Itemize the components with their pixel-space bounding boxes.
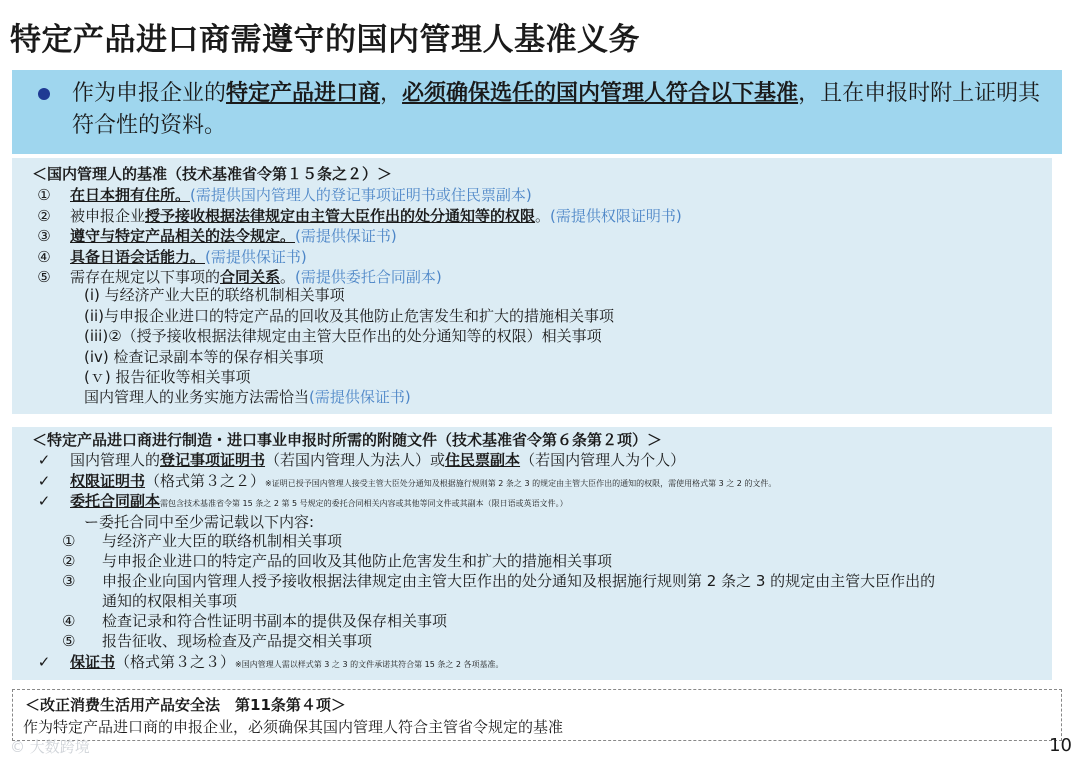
domestic-manager-criteria-panel — [12, 158, 1052, 414]
item-number: ④ — [37, 247, 51, 266]
plain-text: （若国内管理人为法人）或 — [265, 451, 446, 469]
plain-text: （若国内管理人为个人） — [520, 451, 686, 469]
required-doc-note: (需提供委托合同副本) — [295, 268, 442, 286]
required-doc-note: (需提供保证书) — [205, 247, 307, 266]
emphasis-text: 权限证明书 — [70, 471, 146, 490]
section-header: ＜特定产品进口商进行制造・进口事业申报时所需的附随文件（技术基准省令第６条第２项）＞ — [32, 431, 663, 449]
footnote-text: ※国内管理人需以样式第 3 之 3 的文件承诺其符合第 15 条之 2 各项基准。 — [235, 660, 504, 669]
checkmark-icon: ✓ — [37, 653, 51, 671]
plain-text: 需存在规定以下事项的 — [70, 268, 221, 286]
contract-subitem: (iii)②（授予接收根据法律规定由主管大臣作出的处分通知等的权限）相关事项 — [84, 327, 602, 345]
item-text: 报告征收、现场检查及产品提交相关事项 — [102, 632, 373, 650]
attached-documents-panel — [12, 427, 1052, 680]
item-text — [70, 267, 442, 287]
footnote-text: ※证明已授予国内管理人接受主管大臣处分通知及根据施行规则第 2 条之 3 的规定由主管大臣作出的通知的权限，需使用格式第 3 之 2 的文件。 — [265, 478, 777, 488]
required-doc-note: (需提供保证书) — [309, 388, 411, 406]
watermark: © 大数跨境 — [10, 738, 90, 756]
item-text — [70, 652, 504, 675]
item-number: ④ — [62, 612, 76, 630]
item-text: 通知的权限相关事项 — [102, 592, 238, 610]
item-number: ② — [37, 206, 51, 225]
emphasis-text: 具备日语会话能力。 — [70, 247, 206, 266]
contract-subitem: (ii)与申报企业进口的特定产品的回收及其他防止危害发生和扩大的措施相关事项 — [84, 306, 615, 325]
intro-emphasis: 特定产品进口商 — [226, 81, 381, 106]
required-doc-note: (需提供国内管理人的登记事项证明书或住民票副本) — [190, 186, 532, 204]
item-number: ③ — [62, 572, 76, 590]
law-reference-header: ＜改正消费生活用产品安全法 第11条第４项＞ — [25, 696, 346, 714]
item-number: ⑤ — [37, 268, 51, 286]
emphasis-text: 遵守与特定产品相关的法令规定。 — [70, 227, 296, 245]
criteria-text: 国内管理人的业务实施方法需恰当 — [84, 388, 310, 406]
item-text — [70, 450, 685, 470]
item-number: ① — [62, 532, 76, 550]
item-text — [70, 491, 568, 514]
plain-text: （格式第３之３） — [115, 653, 236, 671]
intro-part: ， — [380, 81, 403, 106]
law-reference-box — [12, 689, 1062, 741]
law-reference-text: 作为特定产品进口商的申报企业，必须确保其国内管理人符合主管省令规定的基准 — [23, 718, 564, 736]
item-number: ① — [37, 186, 51, 204]
contract-subitem: (ｖ) 报告征收等相关事项 — [84, 368, 251, 386]
page-title: 特定产品进口商需遵守的国内管理人基准义务 — [10, 22, 640, 58]
item-text — [70, 226, 397, 246]
contract-subitem: (i) 与经济产业大臣的联络机制相关事项 — [84, 286, 345, 304]
plain-text: 。 — [535, 206, 551, 225]
intro-emphasis: 必须确保选任的国内管理人符合以下基准 — [402, 81, 799, 106]
footnote-text: 需包含技术基准省令第 15 条之 2 第 5 号规定的委托合同相关内容或其他等同文件或其副本（限日语或英语文件。） — [160, 499, 568, 508]
contract-intro: ー委托合同中至少需记载以下内容: — [84, 513, 315, 531]
plain-text: （格式第３之２） — [145, 471, 266, 490]
item-number: ⑤ — [62, 632, 76, 650]
intro-part: ，且在申报时附上证明其符合性的资料。 — [72, 81, 1041, 138]
plain-text: 。 — [280, 268, 296, 286]
item-text — [70, 185, 532, 205]
emphasis-text: 登记事项证明书 — [160, 451, 266, 469]
item-text: 检查记录和符合性证明书副本的提供及保存相关事项 — [102, 612, 448, 630]
item-text: 申报企业向国内管理人授予接收根据法律规定由主管大臣作出的处分通知及根据施行规则第 2 条之 3 的规定由主管大臣作出的 — [102, 572, 936, 590]
emphasis-text: 委托合同副本 — [70, 492, 161, 510]
item-number: ③ — [37, 227, 51, 245]
checkmark-icon: ✓ — [37, 492, 51, 510]
item-text: 与经济产业大臣的联络机制相关事项 — [102, 532, 343, 550]
criteria-last-item — [84, 387, 411, 407]
page-number: 10 — [1049, 735, 1072, 756]
checkmark-icon: ✓ — [37, 451, 51, 469]
item-text — [70, 206, 682, 226]
contract-subitem: (ⅰv) 检查记录副本等的保存相关事项 — [84, 347, 324, 366]
emphasis-text: 授予接收根据法律规定由主管大臣作出的处分通知等的权限 — [145, 206, 536, 225]
emphasis-text: 住民票副本 — [445, 451, 521, 469]
required-doc-note: (需提供保证书) — [295, 227, 397, 245]
emphasis-text: 在日本拥有住所。 — [70, 186, 191, 204]
item-text — [70, 247, 307, 267]
checkmark-icon: ✓ — [37, 471, 51, 490]
item-text: 与申报企业进口的特定产品的回收及其他防止危害发生和扩大的措施相关事项 — [102, 552, 613, 570]
plain-text: 被申报企业 — [70, 206, 146, 225]
plain-text: 国内管理人的 — [70, 451, 161, 469]
section-header: ＜国内管理人的基准（技术基准省令第１５条之２）＞ — [32, 165, 393, 183]
intro-text — [72, 78, 1052, 142]
emphasis-text: 合同关系 — [220, 268, 281, 286]
intro-box — [12, 70, 1062, 154]
emphasis-text: 保证书 — [70, 653, 116, 671]
bullet-dot-icon — [38, 88, 50, 100]
intro-part: 作为申报企业的 — [72, 81, 227, 106]
item-number: ② — [62, 552, 76, 570]
required-doc-note: (需提供权限证明书) — [550, 206, 682, 225]
